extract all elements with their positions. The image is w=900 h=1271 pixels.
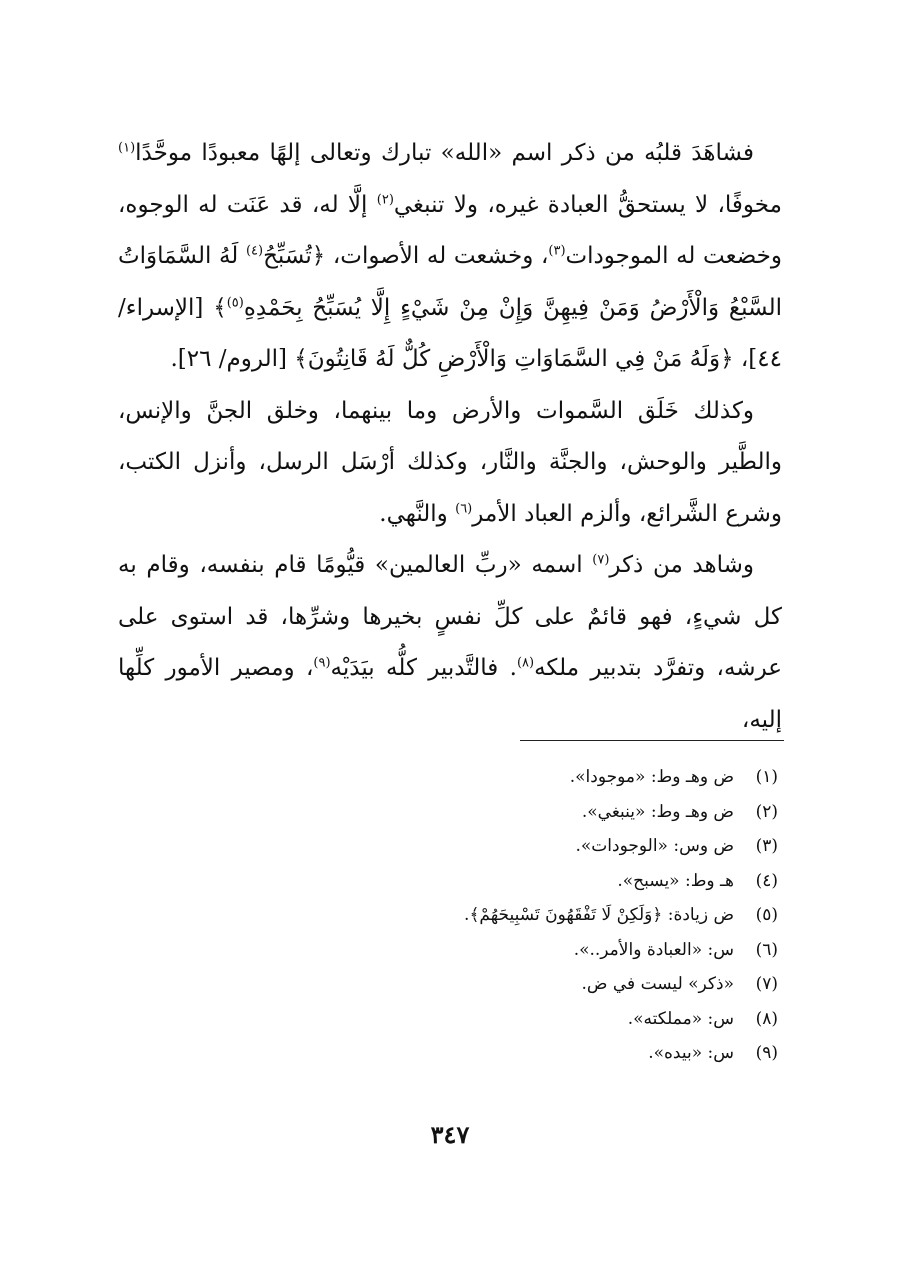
text-run: [الروم/ ٢٦].	[170, 346, 295, 372]
footnote-item	[218, 933, 778, 968]
footnotes-list	[218, 760, 778, 1071]
footnote-text: ض وس: «الوجودات».	[575, 836, 734, 856]
footnote-number: (٣)	[755, 836, 778, 856]
text-run: ، وخشعت له الأصوات،	[325, 243, 549, 269]
footnote-marker[interactable]: (١)	[118, 140, 136, 156]
footnote-item	[218, 760, 778, 795]
footnote-number: (٦)	[755, 939, 778, 960]
text-run: ، ومصير الأمور كلِّها إليه،	[118, 655, 782, 733]
footnote-text: س: «العبادة والأمر..».	[573, 939, 734, 960]
footnote-text: «ذكر» ليست في ض.	[581, 974, 734, 994]
footnote-item	[218, 898, 778, 933]
text-run: والنَّهي.	[379, 500, 456, 527]
footnote-number: (٨)	[755, 1008, 778, 1029]
footnote-item	[218, 967, 778, 1002]
quran-quote: ﴿وَلَهُ مَنْ فِي السَّمَاوَاتِ وَالْأَرْضِ كُلٌّ لَهُ قَانِتُونَ﴾	[294, 346, 734, 372]
quran-quote: ﴾	[213, 294, 227, 321]
footnote-separator	[520, 740, 784, 741]
footnote-marker[interactable]: (٨)	[516, 655, 535, 671]
footnote-marker[interactable]: (٤)	[245, 243, 264, 259]
footnote-text: س: «مملكته».	[627, 1008, 734, 1029]
footnote-text: ض وهـ وط: «ينبغي».	[581, 801, 734, 822]
text-run: . فالتَّدبير كلُّه بيَدَيْه	[330, 655, 517, 681]
footnote-number: (١)	[755, 767, 778, 787]
paragraph	[118, 386, 782, 541]
footnote-number: (٤)	[755, 870, 778, 891]
footnote-item	[218, 1002, 778, 1037]
text-run: وكذلك خَلَق السَّموات والأرض وما بينهما، وخلق الجنَّ والإنس، والطَّير والوحش، والجنَّة والنَّار، وكذلك أرْسَل الرسل، وأنزل الكتب، وشرع الشَّرائع، وألزم العباد الأمر	[118, 397, 782, 527]
footnote-marker[interactable]: (٣)	[548, 243, 566, 259]
footnote-item	[218, 1036, 778, 1071]
footnote-item	[218, 795, 778, 830]
footnote-text: س: «بيده».	[648, 1043, 734, 1063]
footnote-number: (٢)	[755, 801, 778, 822]
footnote-marker[interactable]: (٢)	[376, 191, 394, 207]
paragraph	[118, 128, 782, 386]
paragraph	[118, 540, 782, 746]
footnote-number: (٥)	[755, 905, 778, 925]
footnote-text: ض زيادة: ﴿وَلَكِنْ لَا تَفْقَهُونَ تَسْبِيحَهُمْ﴾.	[464, 905, 734, 925]
quran-quote: ﴿تُسَبِّحُ	[263, 243, 326, 269]
footnote-marker[interactable]: (٦)	[455, 500, 473, 516]
footnote-text: ض وهـ وط: «موجودا».	[569, 767, 734, 787]
footnote-item	[218, 864, 778, 899]
main-text	[118, 128, 782, 746]
footnote-number: (٧)	[755, 974, 778, 994]
quran-quote: لَهُ السَّمَاوَاتُ السَّبْعُ وَالْأَرْضُ وَمَنْ فِيهِنَّ وَإِنْ مِنْ شَيْءٍ إِلَّا يُسَبِّحُ بِحَمْدِهِ	[118, 243, 782, 321]
footnote-number: (٩)	[755, 1043, 778, 1063]
footnote-item	[218, 829, 778, 864]
text-run: اسمه «ربِّ العالمين» قيُّومًا قام بنفسه، وقام به كل شيءٍ، فهو قائمٌ على كلِّ نفسٍ بخيرها وشرِّها، قد استوى على عرشه، وتفرَّد بتدبير ملكه	[118, 552, 782, 681]
text-run: إلَّا له، قد عَنَت له الوجوه، وخضعت له الموجودات	[118, 191, 782, 269]
footnote-marker[interactable]: (٥)	[226, 294, 244, 310]
footnote-text: هـ وط: «يسبح».	[617, 870, 734, 891]
footnote-marker[interactable]: (٩)	[313, 655, 331, 671]
page-number: ٣٤٧	[430, 1120, 470, 1149]
text-run: مخوفًا، لا يستحقُّ العبادة غيره، ولا تنبغي	[393, 191, 782, 218]
text-run: فشاهَدَ قلبُه من ذكر اسم «الله» تبارك وتعالى إلهًا معبودًا موحَّدًا	[135, 140, 754, 166]
footnote-marker[interactable]: (٧)	[592, 552, 610, 568]
text-run: وشاهد من ذكر	[609, 552, 754, 578]
text-run: [الإسراء/ ٤٤]،	[118, 294, 782, 372]
